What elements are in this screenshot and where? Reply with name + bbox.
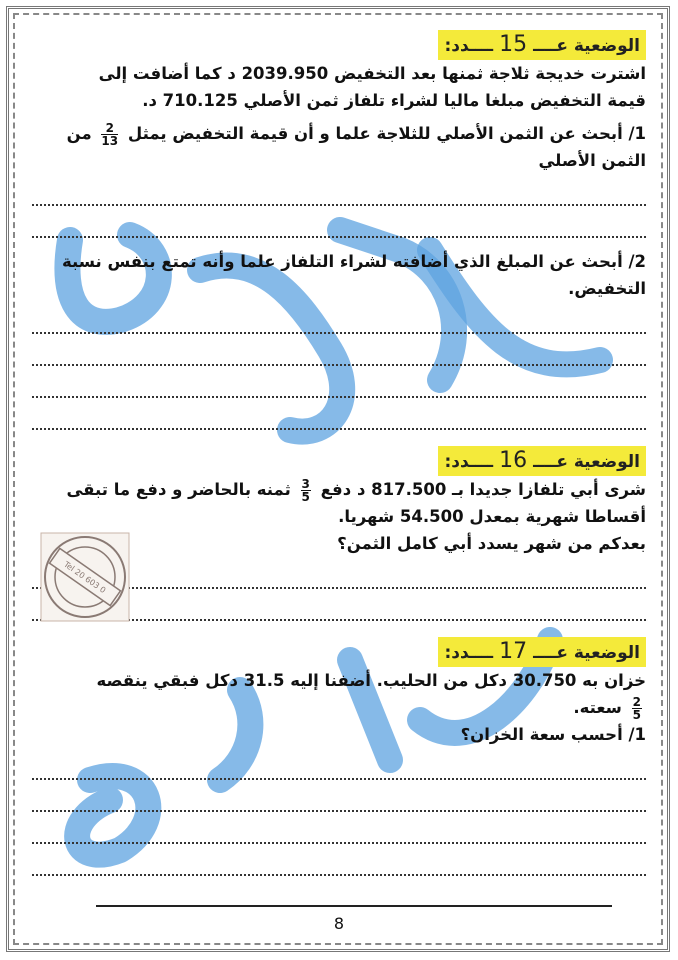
fraction-2-13: $\frac{2}{13}$ xyxy=(101,121,119,148)
stamp-seal xyxy=(38,530,132,624)
section-16-line-1: شرى أبي تلفازا جديدا بـ 817.500 د دفع $\frac{3}{5}$ ثمنه بالحاضر و دفع ما تبقى xyxy=(66,477,646,504)
section-16-question: بعدكم من شهر يسدد أبي كامل الثمن؟ xyxy=(337,534,646,553)
footer-rule xyxy=(96,905,612,907)
section-15-question-1: 1/ أبحث عن الثمن الأصلي للثلاجة علما و أن قيمة التخفيض يمثل $\frac{2}{13}$ من xyxy=(66,121,646,148)
page-number: 8 xyxy=(333,914,345,933)
answer-line[interactable] xyxy=(32,366,646,398)
section-15-question-1-cont: الثمن الأصلي xyxy=(538,151,646,170)
answer-line[interactable] xyxy=(32,398,646,430)
answer-line[interactable] xyxy=(32,174,646,206)
fraction-2-5: $\frac{2}{5}$ xyxy=(632,695,641,722)
section-15-line-2: قيمة التخفيض مبلغا ماليا لشراء تلفاز ثمن الأصلي 710.125 د. xyxy=(142,91,646,110)
section-15 xyxy=(32,30,646,430)
section-17-heading: الوضعية عــــ17ــــدد: xyxy=(438,637,646,667)
section-17-line-2: $\frac{2}{5}$ سعته. xyxy=(573,695,641,722)
section-15-line-1: اشترت خديجة ثلاجة ثمنها بعد التخفيض 2039.950 د كما أضافت إلى xyxy=(98,64,646,83)
section-17 xyxy=(32,637,646,876)
stamp-text: Tel 20 603 0 xyxy=(62,559,108,596)
answer-line[interactable] xyxy=(32,748,646,780)
exercise-page xyxy=(32,30,646,876)
section-15-question-2: 2/ أبحث عن المبلغ الذي أضافته لشراء التلفاز علما وأنه تمتع بنفس نسبة xyxy=(61,252,646,271)
fraction-3-5: $\frac{3}{5}$ xyxy=(301,477,310,504)
answer-line[interactable] xyxy=(32,844,646,876)
answer-line[interactable] xyxy=(32,812,646,844)
section-15-question-2-cont: التخفيض. xyxy=(568,279,646,298)
answer-line[interactable] xyxy=(32,780,646,812)
answer-line[interactable] xyxy=(32,334,646,366)
section-16-heading: الوضعية عــــ16ــــدد: xyxy=(438,446,646,476)
section-16-line-2: أقساطا شهرية بمعدل 54.500 شهريا. xyxy=(338,507,646,526)
section-15-heading: الوضعية عــــ15ــــدد: xyxy=(438,30,646,60)
answer-line[interactable] xyxy=(32,302,646,334)
section-17-line-1: خزان به 30.750 دكل من الحليب. أضفنا إليه 31.5 دكل فبقي ينقصه xyxy=(96,671,646,690)
section-17-question-1: 1/ أحسب سعة الخزان؟ xyxy=(460,725,646,744)
answer-line[interactable] xyxy=(32,206,646,238)
